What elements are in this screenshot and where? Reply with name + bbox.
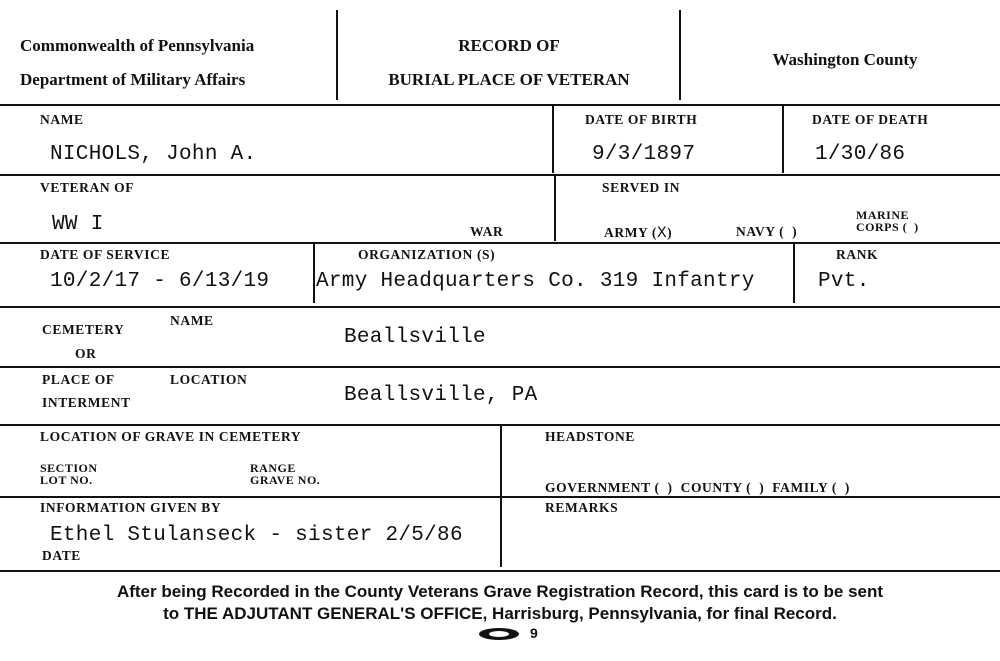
organization-value: Army Headquarters Co. 319 Infantry	[316, 270, 755, 293]
divider	[793, 243, 795, 303]
union-label-icon	[478, 627, 520, 646]
veteran-of-label: VETERAN OF	[40, 180, 135, 195]
header-county: Washington County	[772, 50, 918, 69]
cemetery-name-value: Beallsville	[344, 326, 486, 349]
cemetery-name-label: NAME	[170, 313, 214, 328]
or-label: OR	[75, 346, 97, 361]
date-of-service-value: 10/2/17 - 6/13/19	[50, 270, 270, 293]
lot-no-label: LOT NO.	[40, 473, 93, 487]
name-value: NICHOLS, John A.	[50, 143, 257, 166]
remarks-label: REMARKS	[545, 500, 619, 515]
divider	[0, 306, 1000, 308]
information-value: Ethel Stulanseck - sister 2/5/86	[50, 524, 463, 547]
war-label: WAR	[470, 224, 504, 239]
location-value: Beallsville, PA	[344, 384, 538, 407]
army-option: ARMY (X)	[604, 224, 673, 242]
headstone-label: HEADSTONE	[545, 429, 635, 444]
marine-corps-option: CORPS ( )	[856, 220, 919, 234]
cemetery-label: CEMETERY	[42, 322, 125, 337]
information-label: INFORMATION GIVEN BY	[40, 500, 222, 515]
date-of-death-label: DATE OF DEATH	[812, 112, 929, 127]
date-of-birth-value: 9/3/1897	[592, 143, 696, 166]
county-label: COUNTY	[680, 480, 743, 495]
corps-label: CORPS	[856, 220, 900, 234]
navy-option: NAVY ( )	[736, 224, 798, 239]
divider	[313, 243, 315, 303]
family-label: FAMILY	[772, 480, 828, 495]
header-department: Department of Military Affairs	[20, 70, 246, 89]
grave-location-label: LOCATION OF GRAVE IN CEMETERY	[40, 429, 302, 444]
divider	[0, 174, 1000, 176]
army-mark: X	[656, 224, 668, 242]
marine-label: MARINE	[856, 208, 909, 222]
form-number: 9	[530, 625, 538, 641]
header-title-line1: RECORD OF	[458, 36, 560, 55]
rank-value: Pvt.	[818, 270, 870, 293]
header-commonwealth: Commonwealth of Pennsylvania	[20, 36, 255, 55]
divider	[0, 366, 1000, 368]
date-of-death-value: 1/30/86	[815, 143, 906, 166]
army-label: ARMY	[604, 225, 648, 240]
place-of-label: PLACE OF	[42, 372, 115, 387]
grave-no-label: GRAVE NO.	[250, 473, 321, 487]
range-label: RANGE	[250, 461, 296, 475]
served-in-label: SERVED IN	[602, 180, 681, 195]
footer-line2: to THE ADJUTANT GENERAL'S OFFICE, Harrisburg, Pennsylvania, for final Record.	[163, 604, 837, 623]
divider	[554, 175, 556, 241]
divider	[0, 496, 1000, 498]
government-label: GOVERNMENT	[545, 480, 651, 495]
veteran-of-value: WW I	[52, 213, 104, 236]
header-title-line2: BURIAL PLACE OF VETERAN	[388, 70, 630, 89]
navy-label: NAVY	[736, 224, 776, 239]
divider	[0, 242, 1000, 244]
location-label: LOCATION	[170, 372, 248, 387]
organization-label: ORGANIZATION (S)	[358, 247, 496, 262]
date-of-service-label: DATE OF SERVICE	[40, 247, 171, 262]
date-label: DATE	[42, 548, 81, 563]
date-of-birth-label: DATE OF BIRTH	[585, 112, 698, 127]
rank-label: RANK	[836, 247, 879, 262]
divider	[0, 570, 1000, 572]
header-divider-left	[336, 10, 338, 100]
divider	[0, 104, 1000, 106]
section-label: SECTION	[40, 461, 98, 475]
interment-label: INTERMENT	[42, 395, 131, 410]
footer-line1: After being Recorded in the County Veterans Grave Registration Record, this card is to be sent	[116, 582, 884, 601]
divider	[552, 105, 554, 173]
name-label: NAME	[40, 112, 84, 127]
headstone-options: GOVERNMENT ( ) COUNTY ( ) FAMILY ( )	[545, 480, 851, 495]
header-divider-right	[679, 10, 681, 100]
divider	[782, 105, 784, 173]
